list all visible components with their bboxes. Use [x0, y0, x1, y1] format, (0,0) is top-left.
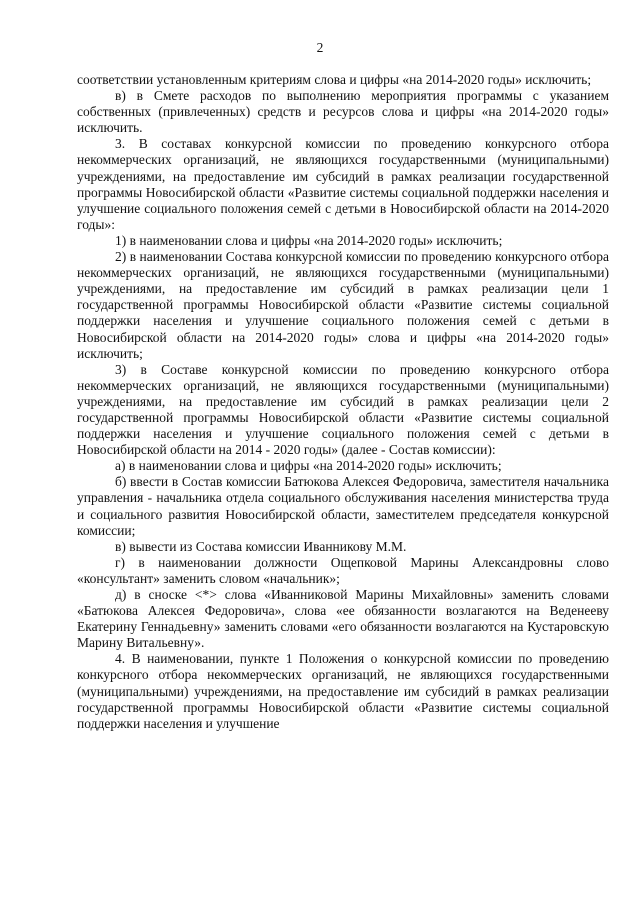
paragraph: 4. В наименовании, пункте 1 Положения о конкурсной комиссии по проведению конкурсного отбора некоммерческих организаций, не являющихся государственными (муниципальными) учреждениями, на предоставление им субсидий в рамках реализации государственной программы Новосибирской области «Развитие системы социальной поддержки населения и улучшение [77, 651, 609, 731]
page-number: 2 [316, 40, 324, 55]
paragraph: 3) в Составе конкурсной комиссии по проведению конкурсного отбора некоммерческих организаций, не являющихся государственными (муниципальными) учреждениями, на предоставление им субсидий в рамках реализации цели 2 государственной программы Новосибирской области «Развитие системы социальной поддержки населения и улучшение социального положения семей с детьми в Новосибирской области на 2014 - 2020 годы» (далее - Состав комиссии): [77, 361, 609, 458]
paragraph: 2) в наименовании Состава конкурсной комиссии по проведению конкурсного отбора некоммерческих организаций, не являющихся государственными (муниципальными) учреждениями, на предоставление им субсидий в рамках реализации цели 1 государственной программы Новосибирской области «Развитие системы социальной поддержки населения и улучшение социального положения семей с детьми в Новосибирской области на 2014-2020 годы» слова и цифры «на 2014-2020 годы» исключить; [77, 249, 609, 361]
paragraph: б) ввести в Состав комиссии Батюкова Алексея Федоровича, заместителя начальника управления - начальника отдела социального обслуживания населения министерства труда и социального развития Новосибирской области, заместителем председателя конкурсной комиссии; [77, 474, 609, 538]
document-body [77, 72, 609, 732]
paragraph: 1) в наименовании слова и цифры «на 2014-2020 годы» исключить; [115, 232, 503, 248]
paragraph: 3. В составах конкурсной комиссии по проведению конкурсного отбора некоммерческих организаций, не являющихся государственными (муниципальными) учреждениями, на предоставление им субсидий в рамках реализации государственной программы Новосибирской области «Развитие системы социальной поддержки населения и улучшение социального положения семей с детьми в Новосибирской области на 2014-2020 годы»: [77, 136, 609, 232]
paragraph: соответствии установленным критериям слова и цифры «на 2014-2020 годы» исключить; [77, 72, 592, 87]
paragraph: в) вывести из Состава комиссии Иванникову М.М. [115, 538, 407, 554]
paragraph: г) в наименовании должности Ощепковой Марины Александровны слово «консультант» заменить словом «начальник»; [77, 554, 609, 586]
paragraph: д) в сноске <*> слова «Иванниковой Марины Михайловны» заменить словами «Батюкова Алексея Федоровича», слова «ее обязанности возлагаются на Веденееву Екатерину Геннадьевну» заменить словами «его обязанности возлагаются на Кустаровскую Марину Витальевну». [77, 587, 609, 651]
paragraph: а) в наименовании слова и цифры «на 2014-2020 годы» исключить; [115, 458, 502, 474]
paragraph: в) в Смете расходов по выполнению мероприятия программы с указанием собственных (привлеченных) средств и ресурсов слова и цифры «на 2014-2020 годы» исключить. [77, 88, 609, 136]
